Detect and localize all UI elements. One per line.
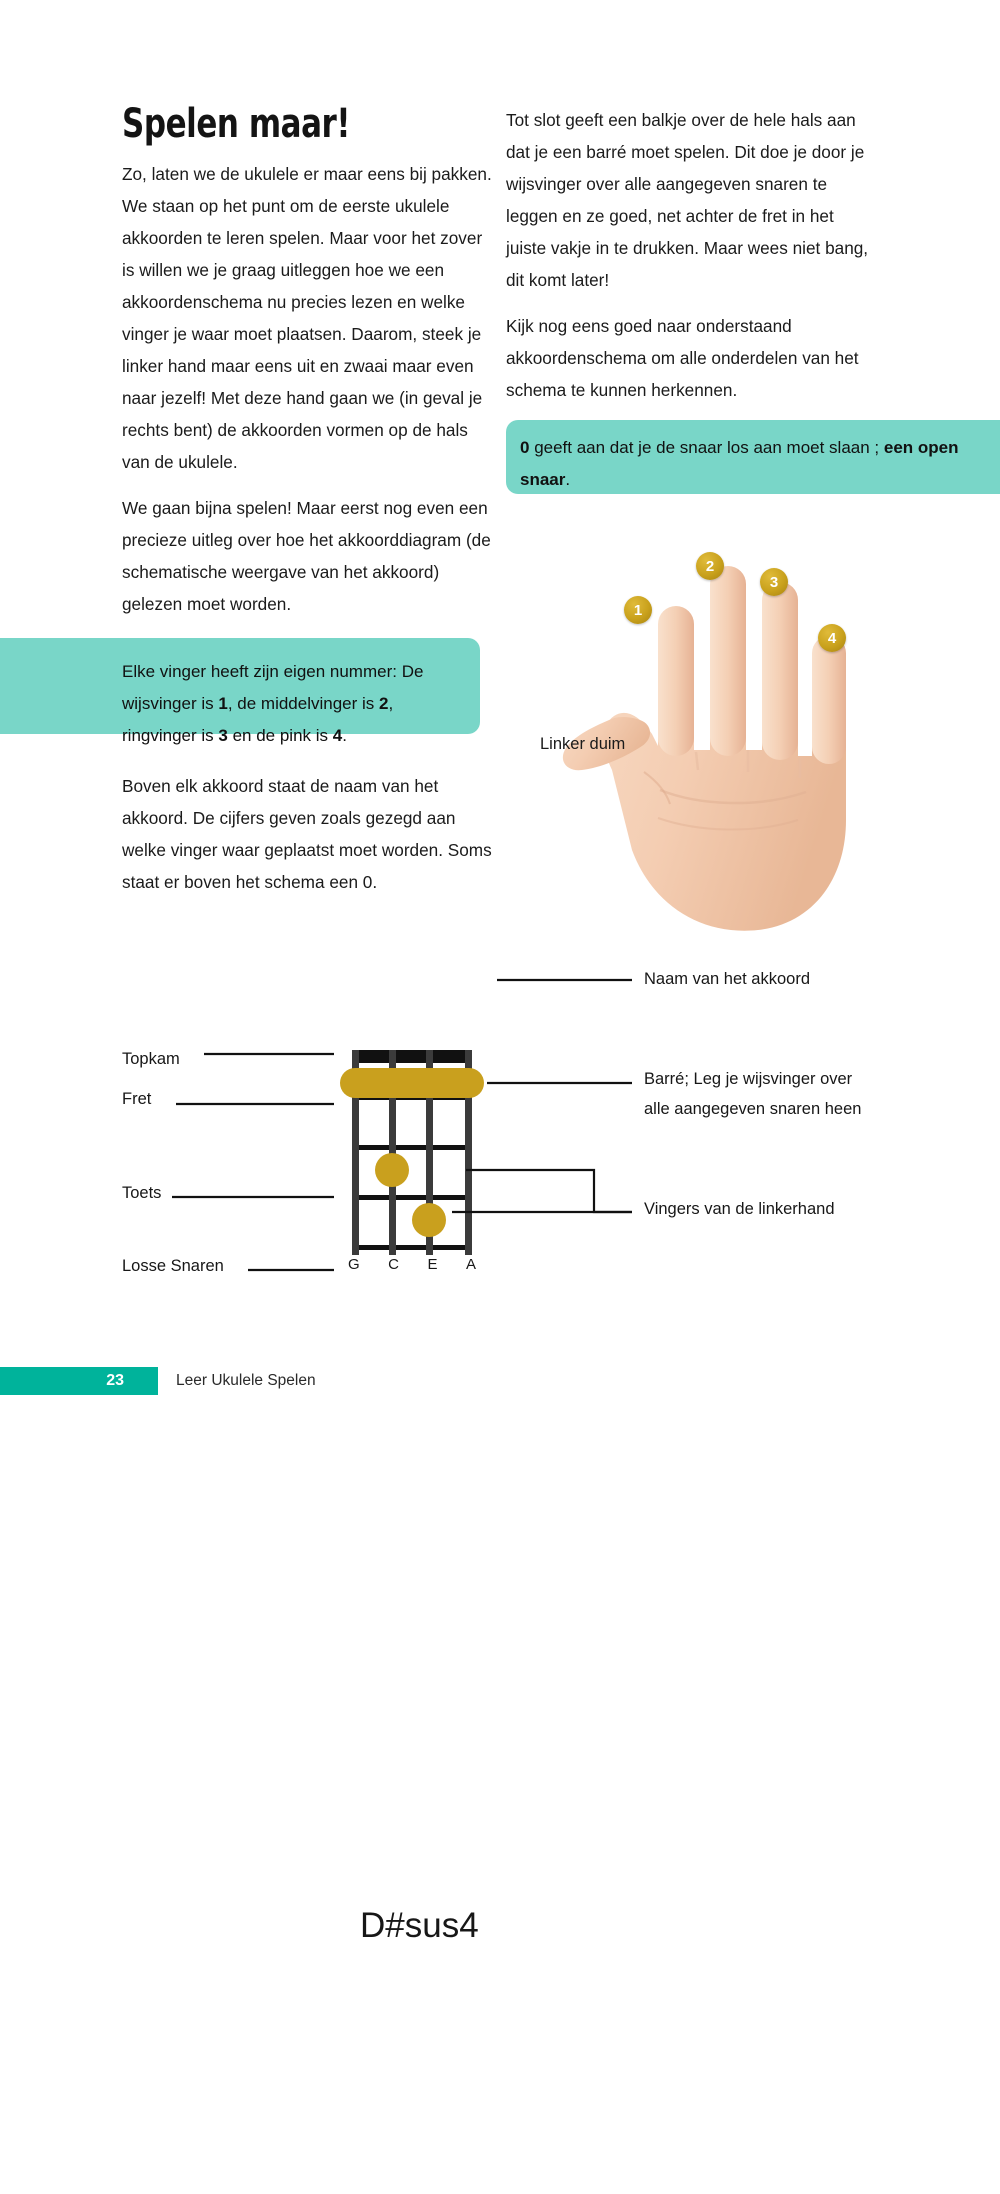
callout-finger-numbers xyxy=(0,638,480,745)
finger-badge-1: 1 xyxy=(624,596,652,624)
callout-left-num-4: 4 xyxy=(332,726,343,745)
string-label-A: A xyxy=(465,1256,476,1273)
label-toets: Toets xyxy=(122,1184,162,1202)
callout-left-text-5: . xyxy=(342,726,347,745)
finger-dot-2 xyxy=(375,1153,409,1187)
left-column xyxy=(122,101,494,620)
label-fingers-left-hand: Vingers van de linkerhand xyxy=(644,1200,835,1218)
label-topkam: Topkam xyxy=(122,1050,180,1068)
page-number: 23 xyxy=(106,1372,124,1389)
label-fret: Fret xyxy=(122,1090,152,1108)
fret-line-3 xyxy=(352,1195,472,1200)
string-label-E: E xyxy=(427,1256,438,1273)
finger-badge-4: 4 xyxy=(818,624,846,652)
callout-right-text-2: . xyxy=(565,470,571,489)
footer-book-title: Leer Ukulele Spelen xyxy=(176,1372,316,1389)
page-title: Spelen maar! xyxy=(122,101,351,147)
callout-right-text-1: geeft aan dat je de snaar los aan moet slaan ; xyxy=(529,438,884,457)
finger-dot-3-number: 3 xyxy=(424,2168,434,2185)
string-label-C: C xyxy=(388,1256,399,1273)
paragraph-intro: Zo, laten we de ukulele er maar eens bij pakken. We staan op het punt om de eerste ukulele akkoorden te leren spelen. Maar voor het zover is willen we je graag uitleggen hoe we een akkoordenschema nu precies lezen en welke vinger je waar moet plaatsen. Daarom, steek je linker hand maar eens uit en zwaai maar even naar jezelf! Met deze hand gaan we (in geval je rechts bent) de akkoorden vormen op de hals van de ukulele. xyxy=(122,164,492,472)
chord-diagram-graphic xyxy=(0,940,1000,1300)
left-hand-graphic xyxy=(540,520,900,940)
barre-finger-number: 1 xyxy=(407,2014,417,2031)
finger-dot-2-number: 2 xyxy=(387,2118,397,2135)
label-losse-snaren: Losse Snaren xyxy=(122,1257,224,1275)
label-chord-name-callout: Naam van het akkoord xyxy=(644,970,811,988)
callout-open-string xyxy=(506,420,1000,494)
label-barre-line-2: alle aangegeven snaren heen xyxy=(644,1100,862,1118)
hand-illustration xyxy=(540,520,900,940)
callout-left-text-3: , ringvinger is xyxy=(122,694,394,745)
paragraph-look-again: Kijk nog eens goed naar onderstaand akkoordenschema om alle onderdelen van het schema te kunnen herkennen. xyxy=(506,316,859,400)
paragraph-diagram-intro: We gaan bijna spelen! Maar eerst nog even een precieze uitleg over hoe het akkoorddiagram (de schematische weergave van het akkoord) gelezen moet worden. xyxy=(122,498,491,614)
finger-dot-3 xyxy=(412,1203,446,1237)
left-column-lower xyxy=(122,770,494,898)
fretboard xyxy=(340,1050,484,1255)
finger-badge-3: 3 xyxy=(760,568,788,596)
fret-line-2 xyxy=(352,1145,472,1150)
callout-right-open-string: een open snaar xyxy=(520,438,959,489)
callout-left-num-2: 2 xyxy=(379,694,389,713)
finger-badge-2: 2 xyxy=(696,552,724,580)
callout-left-text-2: , de middelvinger is xyxy=(227,694,380,713)
callout-left-num-3: 3 xyxy=(218,726,228,745)
fret-line-4 xyxy=(352,1245,472,1250)
chord-name: D#sus4 xyxy=(360,1906,479,1945)
paragraph-barre: Tot slot geeft een balkje over de hele hals aan dat je een barré moet spelen. Dit doe je door je wijsvinger over alle aangegeven snaren te leggen en ze goed, net achter de fret in het juiste vakje in te drukken. Maar wees niet bang, dit komt later! xyxy=(506,110,869,290)
label-barre-line-1: Barré; Leg je wijsvinger over xyxy=(644,1070,853,1088)
right-column xyxy=(506,104,878,406)
thumb-label: Linker duim xyxy=(540,735,626,753)
callout-right-zero: 0 xyxy=(520,438,530,457)
nut-topkam xyxy=(352,1050,472,1063)
callout-left-num-1: 1 xyxy=(218,694,228,713)
barre-bar xyxy=(340,1068,484,1098)
callout-left-text-1: Elke vinger heeft zijn eigen nummer: De wijsvinger is xyxy=(122,662,424,713)
paragraph-chord-name-info: Boven elk akkoord staat de naam van het akkoord. De cijfers geven zoals gezegd aan welke vinger waar geplaatst moet worden. Soms staat er boven het schema een 0. xyxy=(122,776,492,892)
string-label-G: G xyxy=(348,1256,360,1273)
string-name-row xyxy=(348,1256,476,1273)
callout-left-text-4: en de pink is xyxy=(227,726,333,745)
leader-bracket-fingers-upper xyxy=(466,1170,632,1212)
